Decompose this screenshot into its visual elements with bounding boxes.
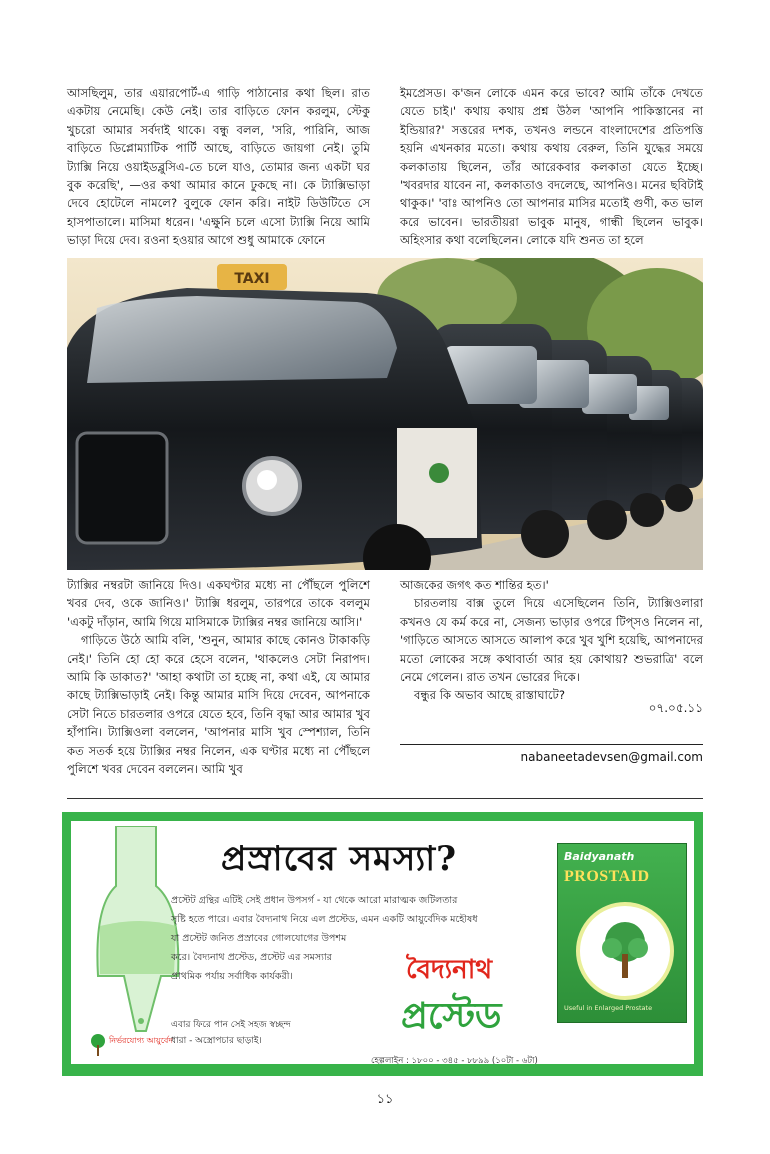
taxi-photo [67,258,703,570]
ad-headline: প্রস্রাবের সমস্যা? [221,839,458,879]
page-divider [67,798,703,799]
article-column-bottom-left [67,576,370,778]
tree-logo-icon [89,1033,107,1057]
ad-body-line: প্রাথমিক পর্যায় সর্বাধিক কার্যকরী। [171,971,293,982]
product-box-brand: Baidyanath [564,850,635,863]
author-email: nabaneetadevsen@gmail.com [520,750,703,764]
advertisement-panel [71,821,694,1064]
ad-product-name: প্রস্টেড [401,995,502,1037]
article-column-bottom-right [400,576,703,705]
article-paragraph: ট্যাক্সির নম্বরটা জানিয়ে দিও। একঘণ্টার মধ্যে না পৌঁছলে পুলিশে খবর দেব, ওকে জানিও।' ট্যাক্সি ধরলুম, তারপরে তাকে বললুম 'একটু দাঁড়ান, আমি গিয়ে মাসিমাকে ট্যাক্সির নম্বর জানিয়ে আসি।' [67,578,370,629]
tree-emblem-icon [580,906,670,996]
article-paragraph: আজকের জগৎ কত শান্তির হত।' [400,578,549,592]
product-box-emblem [576,902,674,1000]
ad-body-line: যা প্রস্টেট জনিত প্রস্রাবের গোলযোগের উপশম [171,933,347,944]
page-number: ১১ [376,1092,394,1107]
ad-brand-name: বৈদ্যনাথ [406,955,493,985]
ad-footer-line: ধারা - অস্ত্রোপচার ছাড়াই। [171,1036,262,1046]
article-column-top-right [400,84,703,250]
article-paragraph: গাড়িতে উঠে আমি বলি, 'শুনুন, আমার কাছে কোনও টাকাকড়ি নেই।' তিনি হো হো করে হেসে বলেন, 'থাকলেও সেটা নিরাপদ। আমি কি ডাকাত?' 'আহা কথাটা তা হচ্ছে না, কথা এই, যে আমার কাছে ট্যাক্সিভাড়াই নেই। কিন্তু আমার মাসি দিয়ে দেবেন, আপনাকে সেটা নিতে চারতলার ওপরে যেতে হবে, তিনি বৃদ্ধা আর আমার খুব হাঁপানি। ট্যাক্সিওলা বললেন, 'আপনার মাসি খুব স্পেশ্যাল, তিনি কত সতর্ক হয়ে ট্যাক্সির নম্বর নিলেন, এক ঘণ্টার মধ্যে না পৌঁছলে পুলিশে খবর দেবেন বললেন। আমি খুব [67,633,370,777]
article-paragraph: আসছিলুম, তার এয়ারপোর্ট-এ গাড়ি পাঠানোর কথা ছিল। রাত একটায় নেমেছি। কেউ নেই। তার বাড়িতে ফোন করলুম, স্টেকু খুচরো আমার সর্বদাই থাকে। বন্ধু বলল, 'সরি, পারিনি, আজ বাড়িতে ডিপ্লোম্যাটিক পার্টি আছে, বাড়িতে জায়গা নেই। তুমি ট্যাক্সি নিয়ে ওয়াইডব্লুসিএ-তে চলে যাও, তোমার জন্য একটা ঘর বুক করেছি', —ওর কথা আমার কানে ঢুকছে না। কে ট্যাক্সিভাড়া দেবে হোটেলে নামলে? বুলুকে ফোন করি। নাইট ডিউটিতে সে হাসপাতালে। মাসিমা ধরেন। 'এক্ষুনি চলে এসো ট্যাক্সি নিয়ে আমি ভাড়া দিয়ে দেব। রওনা হওয়ার আগে শুধু আমাকে ফোনে [67,86,370,248]
taxi-roof-sign: TAXI [234,271,270,287]
ad-helpline: হেল্পলাইন : ১৮০০ - ৩৪৫ - ৮৮৯৯ (১০টা - ৬টা) [371,1056,538,1066]
article-paragraph: ইমপ্রেসড। ক'জন লোকে এমন করে ভাবে? আমি তাঁকে দেখতে যেতে চাই।' কথায় কথায় প্রশ্ন উঠল 'আপনি পাকিস্তানের না ইন্ডিয়ার?' সত্তরের দশক, তখনও লন্ডনে বাংলাদেশের প্রতিপত্তি হয়নি এখনকার মতো। কথায় কথায় বেরুল, তিনি যুদ্ধের সময়ে কলকাতায় ছিলেন, তাঁর আরেকবার কলকাতা যেতে ইচ্ছে। 'খবরদার যাবেন না, কলকাতাও বদলেছে, আপনিও। মনের ছবিটাই থাকুক।' 'বাঃ আপনিও তো আপনার মাসির মতোই গুণী, কত ভাল করে ভাবেন। ভারতীয়রা ভাবুক মানুষ, গান্ধী ছিলেন ভাবুক। অহিংসার কথা বলেছিলেন। লোকে যদি শুনত তা হলে [400,86,703,248]
ad-footer-line: এবার ফিরে পান সেই সহজ স্বচ্ছন্দ [171,1020,291,1030]
ad-body-line: সৃষ্টি হতে পারে। এবার বৈদ্যনাথ নিয়ে এল প্রস্টেড, এমন একটি আয়ুর্বেদিক মহৌষধ [171,914,478,925]
ad-body-line: প্রস্টেট গ্রন্থির এটিই সেই প্রধান উপসর্গ - যা থেকে আরো মারাত্মক জটিলতার [171,895,458,906]
product-box-name: PROSTAID [564,868,650,885]
product-box-tagline: Useful in Enlarged Prostate [564,1004,653,1012]
ad-tagline: নির্ভরযোগ্য আয়ুর্বেদ [109,1036,173,1045]
article-date: ০৭.০৫.১১ [648,701,703,715]
article-paragraph: বন্ধুর কি অভাব আছে রাস্তাঘাটে? [414,688,565,703]
product-box [557,843,687,1023]
article-paragraph: চারতলায় বাক্স তুলে দিয়ে এসেছিলেন তিনি, ট্যাক্সিওলারা কখনও যে কর্ম করে না, সেজন্য ভাড়ার ওপরে টিপ্‌সও নিলেন না, 'গাড়িতে আসতে আসতে আলাপ করে খুব খুশি হয়েছি, আপনাদের মতো লোকের সঙ্গে কথাবার্তা আর হয় কোথায়? শুভরাত্রি' বলে নেমে গেলেন। রাত তখন ভোরের দিকে। [400,596,703,685]
ad-body [171,891,551,986]
advertisement [62,812,703,1076]
ad-body-line: করে। বৈদ্যনাথ প্রস্টেড, প্রস্টেট এর সমস্যার [171,952,332,963]
article-column-top-left [67,84,370,250]
ad-footer [171,1017,291,1049]
signature-divider [400,744,703,745]
